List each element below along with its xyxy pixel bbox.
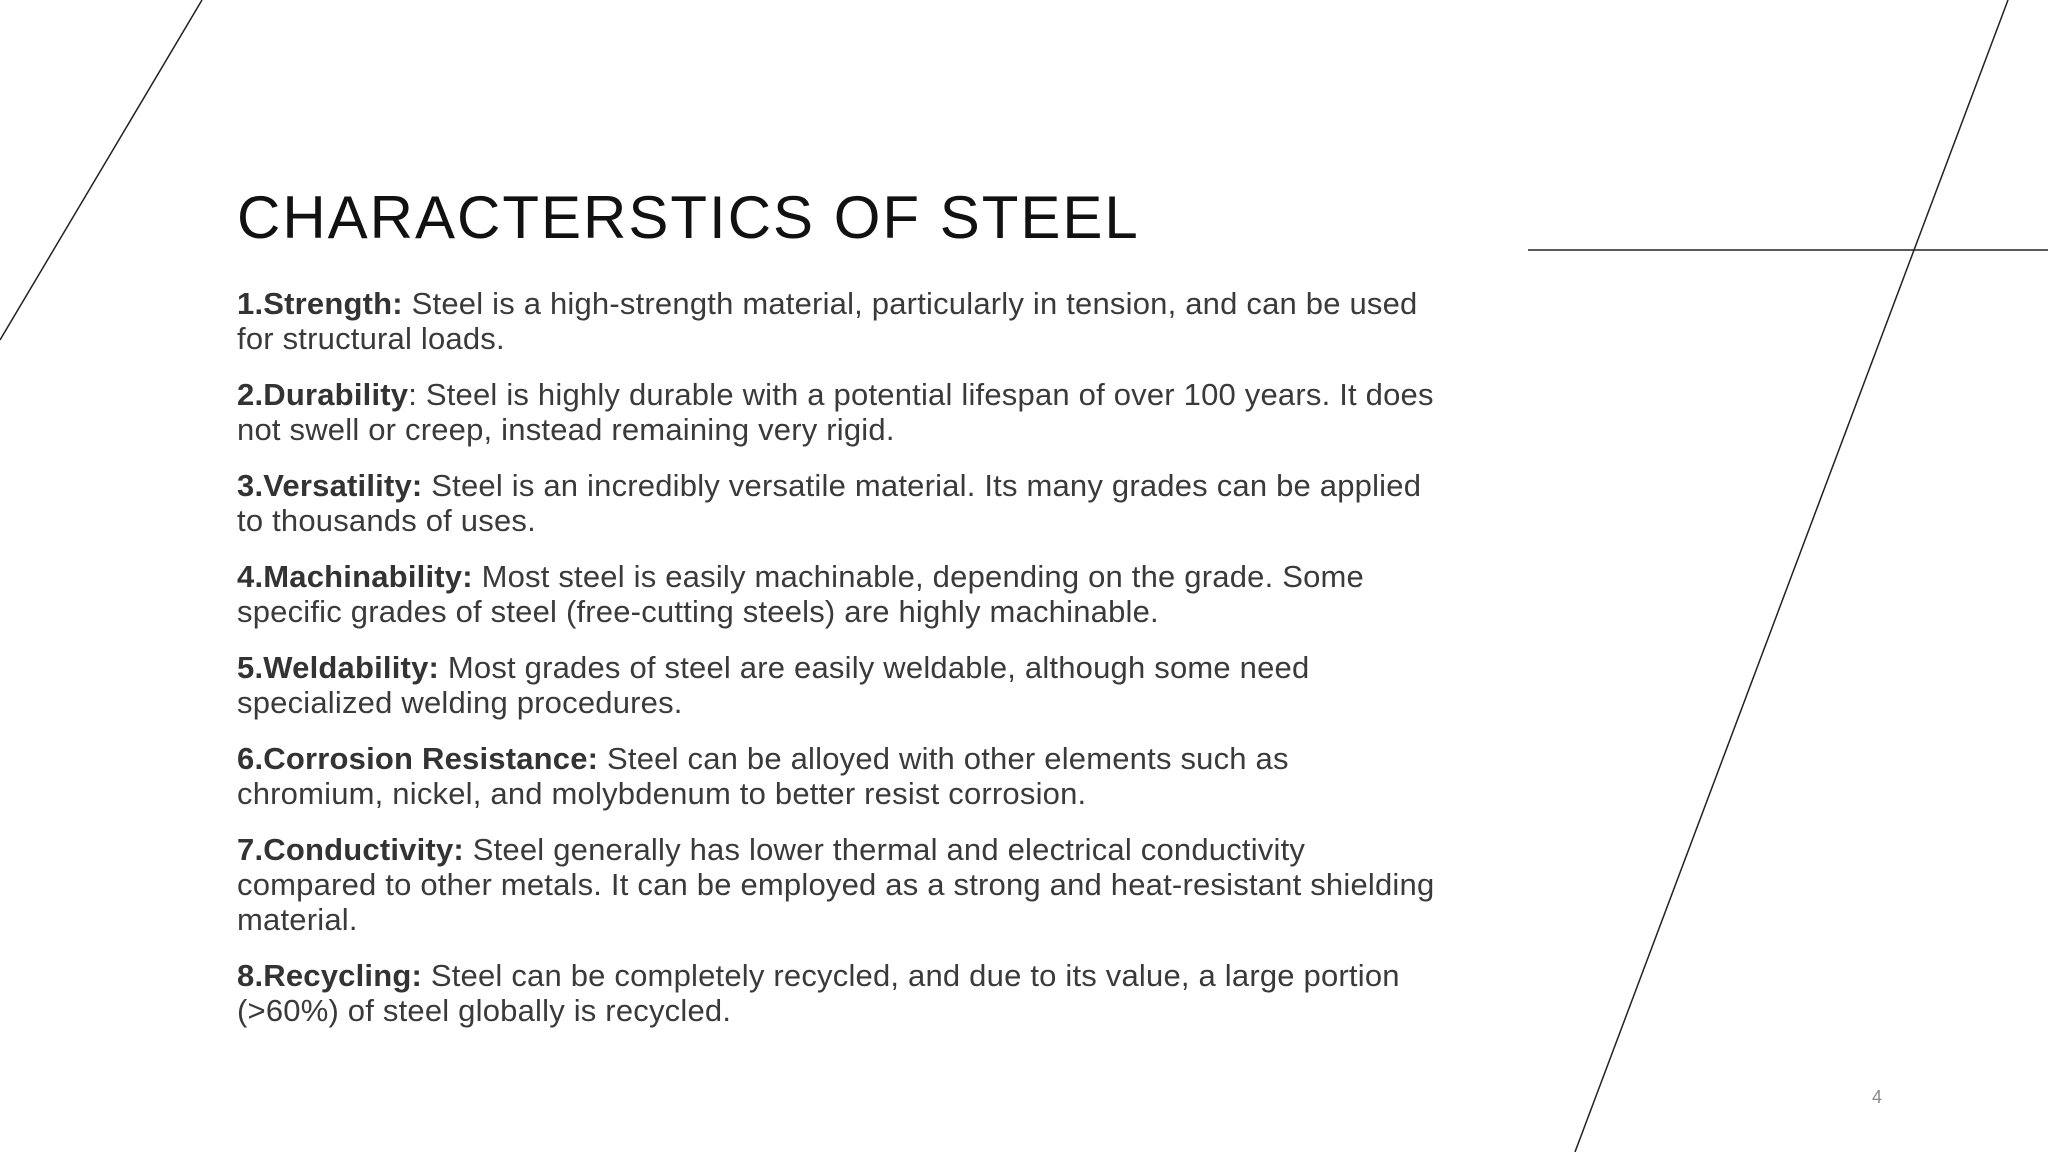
list-item-corrosion-resistance bbox=[237, 741, 1437, 811]
item-heading: 5.Weldability: bbox=[237, 650, 440, 685]
item-heading: 4.Machinability: bbox=[237, 559, 473, 594]
list-item-versatility bbox=[237, 468, 1437, 538]
item-heading: 7.Conductivity: bbox=[237, 832, 464, 867]
item-heading: 6.Corrosion Resistance: bbox=[237, 741, 599, 776]
page-number: 4 bbox=[1872, 1087, 1883, 1107]
item-text: Steel is a high-strength material, particularly in tension, and can be used for structural loads. bbox=[237, 286, 1418, 356]
item-text: Steel can be completely recycled, and due to its value, a large portion (>60%) of steel globally is recycled. bbox=[237, 958, 1400, 1028]
item-text: Most steel is easily machinable, depending on the grade. Some specific grades of steel (free-cutting steels) are highly machinable. bbox=[237, 559, 1365, 629]
item-text: Steel is an incredibly versatile material. Its many grades can be applied to thousands of uses. bbox=[237, 468, 1422, 538]
characteristics-list bbox=[237, 286, 1437, 1049]
item-text: Steel can be alloyed with other elements such as chromium, nickel, and molybdenum to better resist corrosion. bbox=[237, 741, 1289, 811]
list-item-machinability bbox=[237, 559, 1437, 629]
item-heading: 3.Versatility: bbox=[237, 468, 423, 503]
slide-title: CHARACTERSTICS OF STEEL bbox=[237, 184, 1140, 251]
left-diagonal-line bbox=[0, 0, 202, 340]
item-text: : Steel is highly durable with a potential lifespan of over 100 years. It does not swell or creep, instead remaining very rigid. bbox=[237, 377, 1434, 447]
list-item-conductivity bbox=[237, 832, 1437, 937]
list-item-durability bbox=[237, 377, 1437, 447]
item-heading: 2.Durability bbox=[237, 377, 409, 412]
list-item-recycling bbox=[237, 958, 1437, 1028]
list-item-strength bbox=[237, 286, 1437, 356]
item-heading: 8.Recycling: bbox=[237, 958, 423, 993]
item-text: Most grades of steel are easily weldable, although some need specialized welding procedures. bbox=[237, 650, 1310, 720]
item-text: Steel generally has lower thermal and electrical conductivity compared to other metals. It can be employed as a strong and heat-resistant shielding material. bbox=[237, 832, 1435, 937]
right-diagonal-line bbox=[1575, 0, 2008, 1152]
item-heading: 1.Strength: bbox=[237, 286, 403, 321]
list-item-weldability bbox=[237, 650, 1437, 720]
